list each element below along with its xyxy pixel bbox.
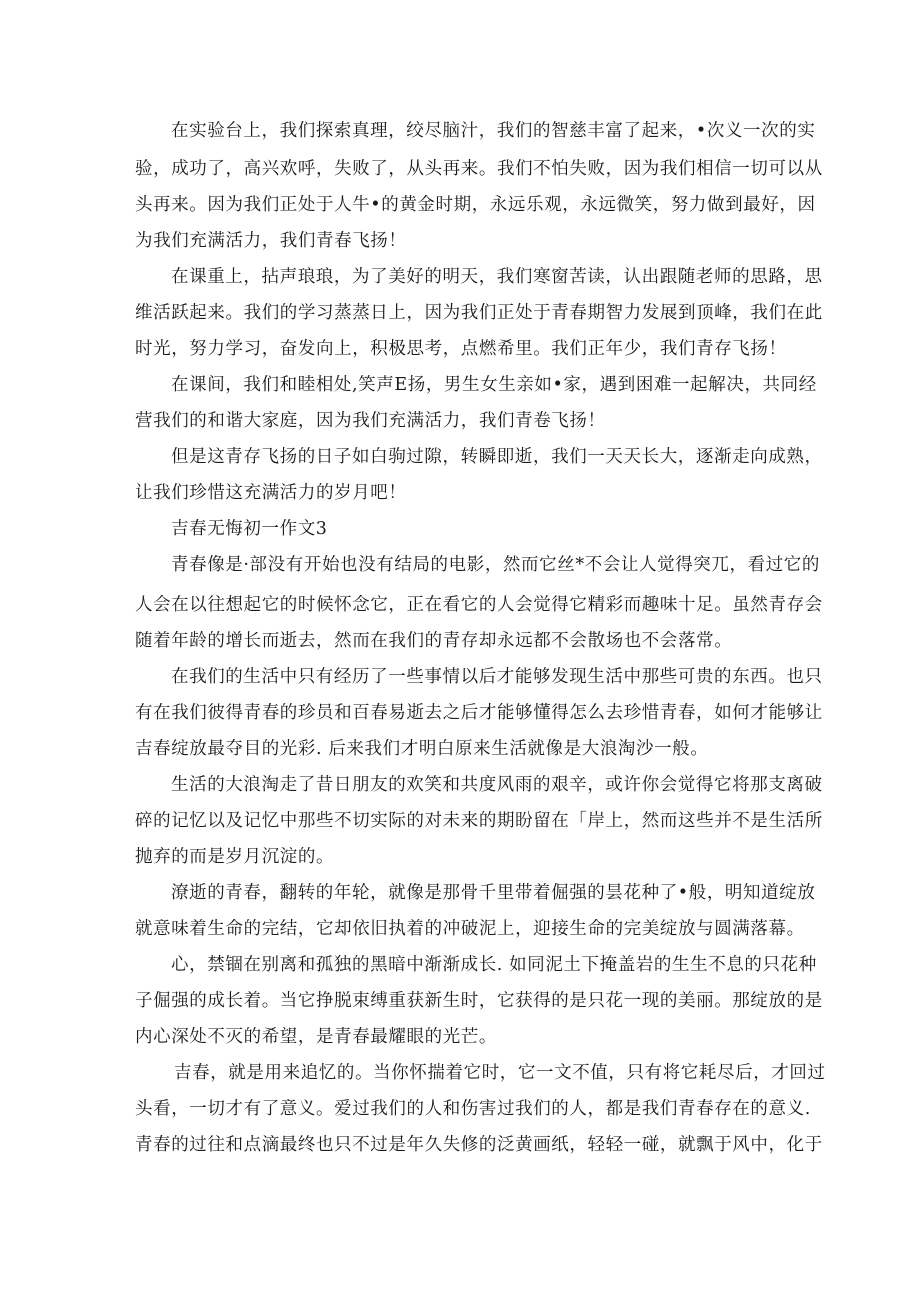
paragraph-4-line-1: 但是这青存飞扬的日子如白驹过隙，转瞬即逝，我们一天天长大，逐渐走向成熟， <box>171 447 823 467</box>
paragraph-6-line-1: 青春像是·部没有开始也没有结局的电影，然而它丝*不会让人觉得突兀，看过它的 <box>171 555 821 575</box>
paragraph-9-line-2: 就意味着生命的完结，它却依旧执着的冲破泥上，迎接生命的完美绽放与圆满落幕。 <box>135 919 805 939</box>
paragraph-11-line-1: 吉春，就是用来追忆的。当你怀揣着它时，它一文不值，只有将它耗尽后，才回过 <box>174 1063 826 1083</box>
paragraph-1-line-1: 在实验台上，我们探索真理，绞尽脑汁，我们的智慈丰富了起来，•次义一次的实 <box>171 121 816 141</box>
paragraph-3-line-2: 营我们的和谐大家庭，因为我们充满活力，我们青卷飞扬！ <box>135 411 606 431</box>
paragraph-7-line-1: 在我们的生活中只有经历了一些事情以后才能够发现生活中那些可贵的东西。也只 <box>171 667 823 687</box>
paragraph-10-line-1: 心，禁锢在别离和孤独的黑暗中渐渐成长. 如同泥土下掩盖岩的生生不息的只花种 <box>171 955 817 975</box>
paragraph-3-line-1: 在课间，我们和睦相处,笑声E扬，男生女生亲如•家，遇到困难一起解决，共同经 <box>171 375 817 395</box>
section-heading: 吉春无悔初一作文3 <box>171 519 328 539</box>
paragraph-7-line-2: 有在我们彼得青春的珍员和百春易逝去之后才能够懂得怎么去珍惜青春，如何才能够让 <box>135 703 823 723</box>
paragraph-6-line-3: 随着年龄的增长而逝去，然而在我们的青存却永远都不会散场也不会落常。 <box>135 631 733 651</box>
paragraph-11-line-2: 头看，一切才有了意义。爱过我们的人和伤害过我们的人，都是我们青春存在的意义. <box>135 1099 811 1119</box>
paragraph-7-line-3: 吉春绽放最夺目的光彩. 后来我们才明白原来生活就像是大浪淘沙一般。 <box>135 739 709 759</box>
paragraph-6-line-2: 人会在以往想起它的时候怀念它，正在看它的人会觉得它精彩而趣味十足。虽然青存会 <box>135 595 823 615</box>
paragraph-11-line-3: 青春的过往和点滴最终也只不过是年久失修的泛黄画纸，轻轻一碰，就飘于风中，化于 <box>135 1135 823 1155</box>
paragraph-2-line-3: 时光，努力学习，奋发向上，积极思考，点燃希里。我们正年少，我们青存飞扬！ <box>135 339 787 359</box>
paragraph-1-line-3: 头再来。因为我们正处于人牛•的黄金时期，永远乐观，永远微笑，努力做到最好，因 <box>135 195 816 215</box>
paragraph-10-line-2: 子倔强的成长着。当它挣脱束缚重获新生时，它获得的是只花一现的美丽。那绽放的是 <box>135 991 823 1011</box>
paragraph-8-line-1: 生活的大浪淘走了昔日朋友的欢笑和共度风雨的艰辛，或许你会觉得它将那支离破 <box>171 775 823 795</box>
paragraph-2-line-2: 维活跃起来。我们的学习蒸蒸日上，因为我们正处于青春期智力发展到顶峰，我们在此 <box>135 303 823 323</box>
paragraph-1-line-4: 为我们充满活力，我们青春飞扬！ <box>135 231 407 251</box>
paragraph-9-line-1: 潦逝的青春，翻转的年轮，就像是那骨千里带着倔强的昙花种了•般，明知道绽放 <box>171 883 816 903</box>
paragraph-10-line-3: 内心深处不灭的希望，是青春最耀眼的光芒。 <box>135 1027 497 1047</box>
paragraph-8-line-3: 抛弃的而是岁月沉淀的。 <box>135 847 335 867</box>
paragraph-2-line-1: 在课重上，拈声琅琅，为了美好的明天，我们寒窗苦读，认出跟随老师的思路，思 <box>171 267 823 287</box>
paragraph-1-line-2: 验，成功了，高兴欢呼，失败了，从头再来。我们不怕失败，因为我们相信一切可以从 <box>135 159 823 179</box>
paragraph-8-line-2: 碎的记忆以及记忆中那些不切实际的对未来的期盼留在「岸上，然而这些并不是生活所 <box>135 811 823 831</box>
paragraph-4-line-2: 让我们珍惜这充满活力的岁月吧！ <box>135 483 407 503</box>
